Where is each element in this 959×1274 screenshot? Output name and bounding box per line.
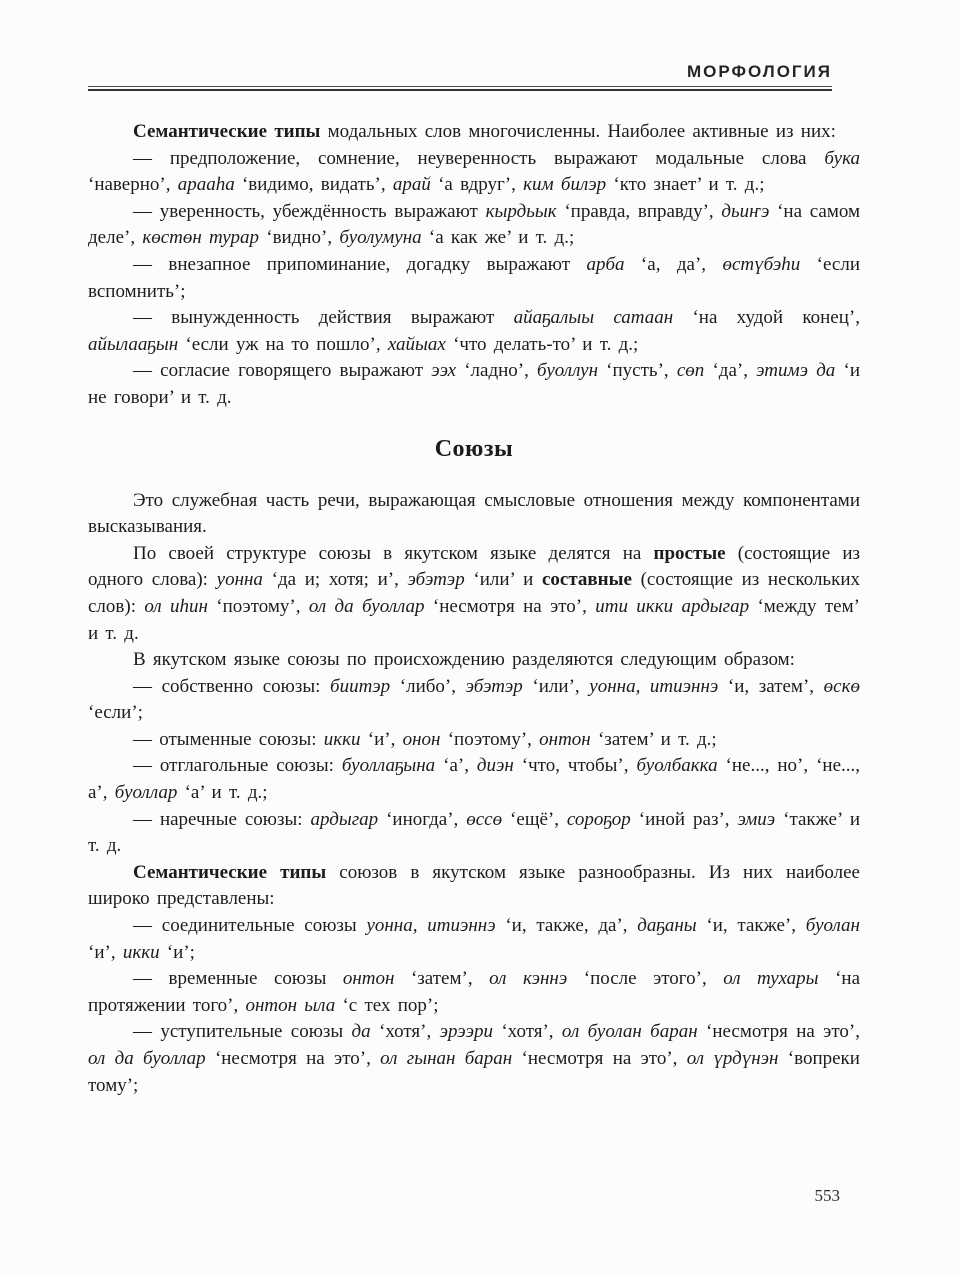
yakut-term: бука <box>824 147 860 169</box>
text-run: (состоящие из одного слова): <box>88 542 860 591</box>
paragraph <box>88 807 860 860</box>
text-run: — уверенность, убеждённость выражают <box>133 200 486 222</box>
yakut-term: буоллун <box>537 360 598 382</box>
yakut-term: ол да буоллар <box>308 595 425 617</box>
body-text <box>88 119 860 1099</box>
text-run: ‘и не говори’ и т. д. <box>88 360 860 408</box>
text-run: ‘несмотря на это’, <box>697 1021 860 1043</box>
run-in-heading: простые <box>653 542 726 564</box>
text-run: — соединительные союзы <box>133 915 367 937</box>
page-number: 553 <box>814 1186 840 1205</box>
text-run: ‘а, да’, <box>624 253 723 275</box>
paragraph <box>88 358 860 411</box>
text-run: ‘а как же’ и т. д.; <box>421 227 575 249</box>
text-run: ‘ещё’, <box>502 808 567 830</box>
paragraph <box>88 860 860 913</box>
yakut-term: буоллар <box>114 782 178 804</box>
text-run: ‘и, затем’, <box>718 675 824 697</box>
text-run: — отглагольные союзы: <box>133 755 342 777</box>
yakut-term: ээх <box>431 360 457 382</box>
text-run: ‘правда, вправду’, <box>556 200 722 222</box>
run-in-heading: Семантические типы <box>133 121 321 142</box>
text-run: ‘иногда’, <box>378 808 467 830</box>
text-run: — наречные союзы: <box>133 808 311 830</box>
text-run: ‘или’ и <box>464 569 542 591</box>
text-run: — предположение, сомнение, неуверенность выражают модальные слова <box>133 147 825 169</box>
text-run: ‘или’, <box>522 675 590 697</box>
running-header-title: МОРФОЛОГИЯ <box>686 62 832 81</box>
paragraph <box>88 674 860 727</box>
text-run: ‘иной раз’, <box>630 808 738 830</box>
run-in-heading: составные <box>541 569 632 591</box>
text-run: ‘видимо, видать’, <box>234 174 393 196</box>
text-run: — внезапное припоминание, догадку выражают <box>133 253 587 275</box>
yakut-term: арай <box>392 174 431 196</box>
paragraph <box>88 753 860 806</box>
yakut-term: икки <box>323 728 361 750</box>
paragraph <box>88 488 860 541</box>
text-run: ‘не..., но’, ‘не..., а’, <box>88 755 861 804</box>
yakut-term: ол үрдүнэн <box>686 1048 779 1069</box>
text-run: ‘поэтому’, <box>207 595 309 617</box>
paragraph <box>88 727 860 754</box>
yakut-term: диэн <box>476 755 514 777</box>
yakut-term: этимэ да <box>756 360 836 382</box>
yakut-term: сороҕор <box>566 808 631 830</box>
yakut-term: онон <box>402 728 441 750</box>
text-run: ‘и’; <box>159 941 195 963</box>
yakut-term: хайыах <box>387 333 446 355</box>
text-run: ‘хотя’, <box>370 1021 440 1043</box>
yakut-term: эмиэ <box>737 808 776 830</box>
text-run: союзов в якутском языке разнообразны. Из них наиболее широко представлены: <box>88 861 860 910</box>
text-run: ‘несмотря на это’, <box>424 595 596 617</box>
running-header <box>88 62 832 91</box>
yakut-term: кырдьык <box>485 200 557 222</box>
yakut-term: буолбакка <box>636 755 718 777</box>
paragraph <box>88 119 860 146</box>
run-in-heading: Семантические типы <box>133 861 327 883</box>
text-run: ‘несмотря на это’, <box>512 1048 687 1069</box>
yakut-term: өстүбэһи <box>722 253 801 275</box>
yakut-term: биитэр <box>330 675 391 697</box>
paragraph <box>88 541 860 647</box>
text-run: ‘несмотря на это’, <box>205 1048 381 1069</box>
yakut-term: ол иһин <box>144 595 208 617</box>
yakut-term: дьиҥэ <box>721 200 770 222</box>
paragraph <box>88 305 860 358</box>
text-run: — согласие говорящего выражают <box>133 360 432 382</box>
yakut-term: икки <box>122 941 160 963</box>
text-run: По своей структуре союзы в якутском языке делятся на <box>133 542 654 564</box>
text-run: ‘если вспомнить’; <box>88 253 860 302</box>
yakut-term: көстөн турар <box>142 227 259 249</box>
text-run: ‘а вдруг’, <box>430 174 524 196</box>
text-run: ‘что делать-то’ и т. д.; <box>445 333 639 355</box>
text-run: — собственно союзы: <box>133 675 331 697</box>
text-run: ‘наверно’, <box>88 174 178 196</box>
text-run: ‘и’, <box>360 728 403 750</box>
yakut-term: ардыгар <box>310 808 379 830</box>
paragraph <box>88 913 860 966</box>
text-run: ‘если’; <box>88 702 143 724</box>
text-run: ‘затем’, <box>394 968 490 990</box>
yakut-term: айылааҕын <box>88 333 179 355</box>
yakut-term: ол кэннэ <box>489 968 568 990</box>
text-run: ‘что, чтобы’, <box>513 755 637 777</box>
yakut-term: ол да буоллар <box>88 1048 206 1069</box>
section-heading: Союзы <box>434 435 514 462</box>
yakut-term: арааһа <box>177 174 235 196</box>
text-run: ‘хотя’, <box>492 1021 562 1043</box>
text-run: ‘между тем’ и т. д. <box>88 595 860 644</box>
yakut-term: даҕаны <box>637 915 697 937</box>
paragraph <box>88 146 860 199</box>
yakut-term: ким билэр <box>523 174 607 196</box>
paragraph <box>88 1019 860 1099</box>
yakut-term: ол гынан баран <box>380 1048 513 1069</box>
text-run: — уступительные союзы <box>133 1021 352 1043</box>
yakut-term: буоллаҕына <box>341 755 436 777</box>
text-run: ‘кто знает’ и т. д.; <box>606 174 765 196</box>
text-run: ‘вопреки тому’; <box>88 1048 860 1096</box>
yakut-term: ол буолан баран <box>561 1021 698 1043</box>
text-run: ‘видно’, <box>259 227 340 249</box>
text-run: ‘с тех пор’; <box>335 994 439 1016</box>
paragraph <box>88 199 860 252</box>
text-run: ‘поэтому’, <box>440 728 540 750</box>
text-run: ‘и, также’, <box>696 915 806 937</box>
yakut-term: да <box>351 1021 371 1043</box>
text-run: ‘на протяжении того’, <box>88 968 861 1016</box>
yakut-term: уонна, итиэннэ <box>366 915 496 937</box>
yakut-term: уонна, итиэннэ <box>589 675 719 697</box>
yakut-term: арба <box>586 253 625 275</box>
paragraph <box>88 647 860 674</box>
paragraph <box>88 966 860 1019</box>
text-run: ‘если уж на то пошло’, <box>178 333 388 355</box>
text-run: — временные союзы <box>133 968 343 990</box>
text-run: ‘ладно’, <box>456 360 538 382</box>
yakut-term: буолан <box>805 915 860 937</box>
yakut-term: өссө <box>466 808 503 830</box>
text-run: ‘и’, <box>88 941 123 963</box>
yakut-term: сөп <box>676 360 705 382</box>
text-run: ‘да’, <box>704 360 757 382</box>
yakut-term: буолумуна <box>339 227 422 249</box>
text-run: ‘да и; хотя; и’, <box>262 569 408 591</box>
text-run: ‘либо’, <box>390 675 466 697</box>
yakut-term: эбэтэр <box>407 569 465 591</box>
yakut-term: онтон ыла <box>245 994 336 1016</box>
yakut-term: онтон <box>342 968 395 990</box>
yakut-term: өскө <box>823 675 860 697</box>
text-run: ‘на худой конец’, <box>673 307 860 329</box>
text-run: ‘пусть’, <box>598 360 677 382</box>
text-run: ‘также’ и т. д. <box>88 808 860 857</box>
text-run: ‘после этого’, <box>567 968 724 990</box>
text-run: ‘на самом деле’, <box>88 200 861 249</box>
text-run: В якутском языке союзы по происхождению разделяются следующим образом: <box>133 649 795 671</box>
text-run: (состоящие из нескольких слов): <box>88 569 860 617</box>
yakut-term: онтон <box>539 728 591 750</box>
yakut-term: ити икки ардыгар <box>595 595 750 617</box>
yakut-term: айаҕалыы сатаан <box>513 307 674 329</box>
text-run: ‘и, также, да’, <box>495 915 638 937</box>
text-run: Это служебная часть речи, выражающая смысловые отношения между компонентами высказывания. <box>88 489 860 538</box>
text-run: ‘затем’ и т. д.; <box>590 728 717 750</box>
text-run: — отыменные союзы: <box>133 728 324 750</box>
yakut-term: уонна <box>216 569 263 591</box>
yakut-term: эбэтэр <box>465 675 523 697</box>
text-run: ‘а’ и т. д.; <box>177 782 268 804</box>
paragraph <box>88 252 860 305</box>
text-run: модальных слов многочисленны. Наиболее активные из них: <box>320 121 836 142</box>
yakut-term: ол тухары <box>723 968 819 990</box>
header-rule <box>88 86 832 91</box>
yakut-term: эрээри <box>439 1021 493 1043</box>
text-run: — вынужденность действия выражают <box>133 307 514 329</box>
text-run: ‘а’, <box>435 755 477 777</box>
